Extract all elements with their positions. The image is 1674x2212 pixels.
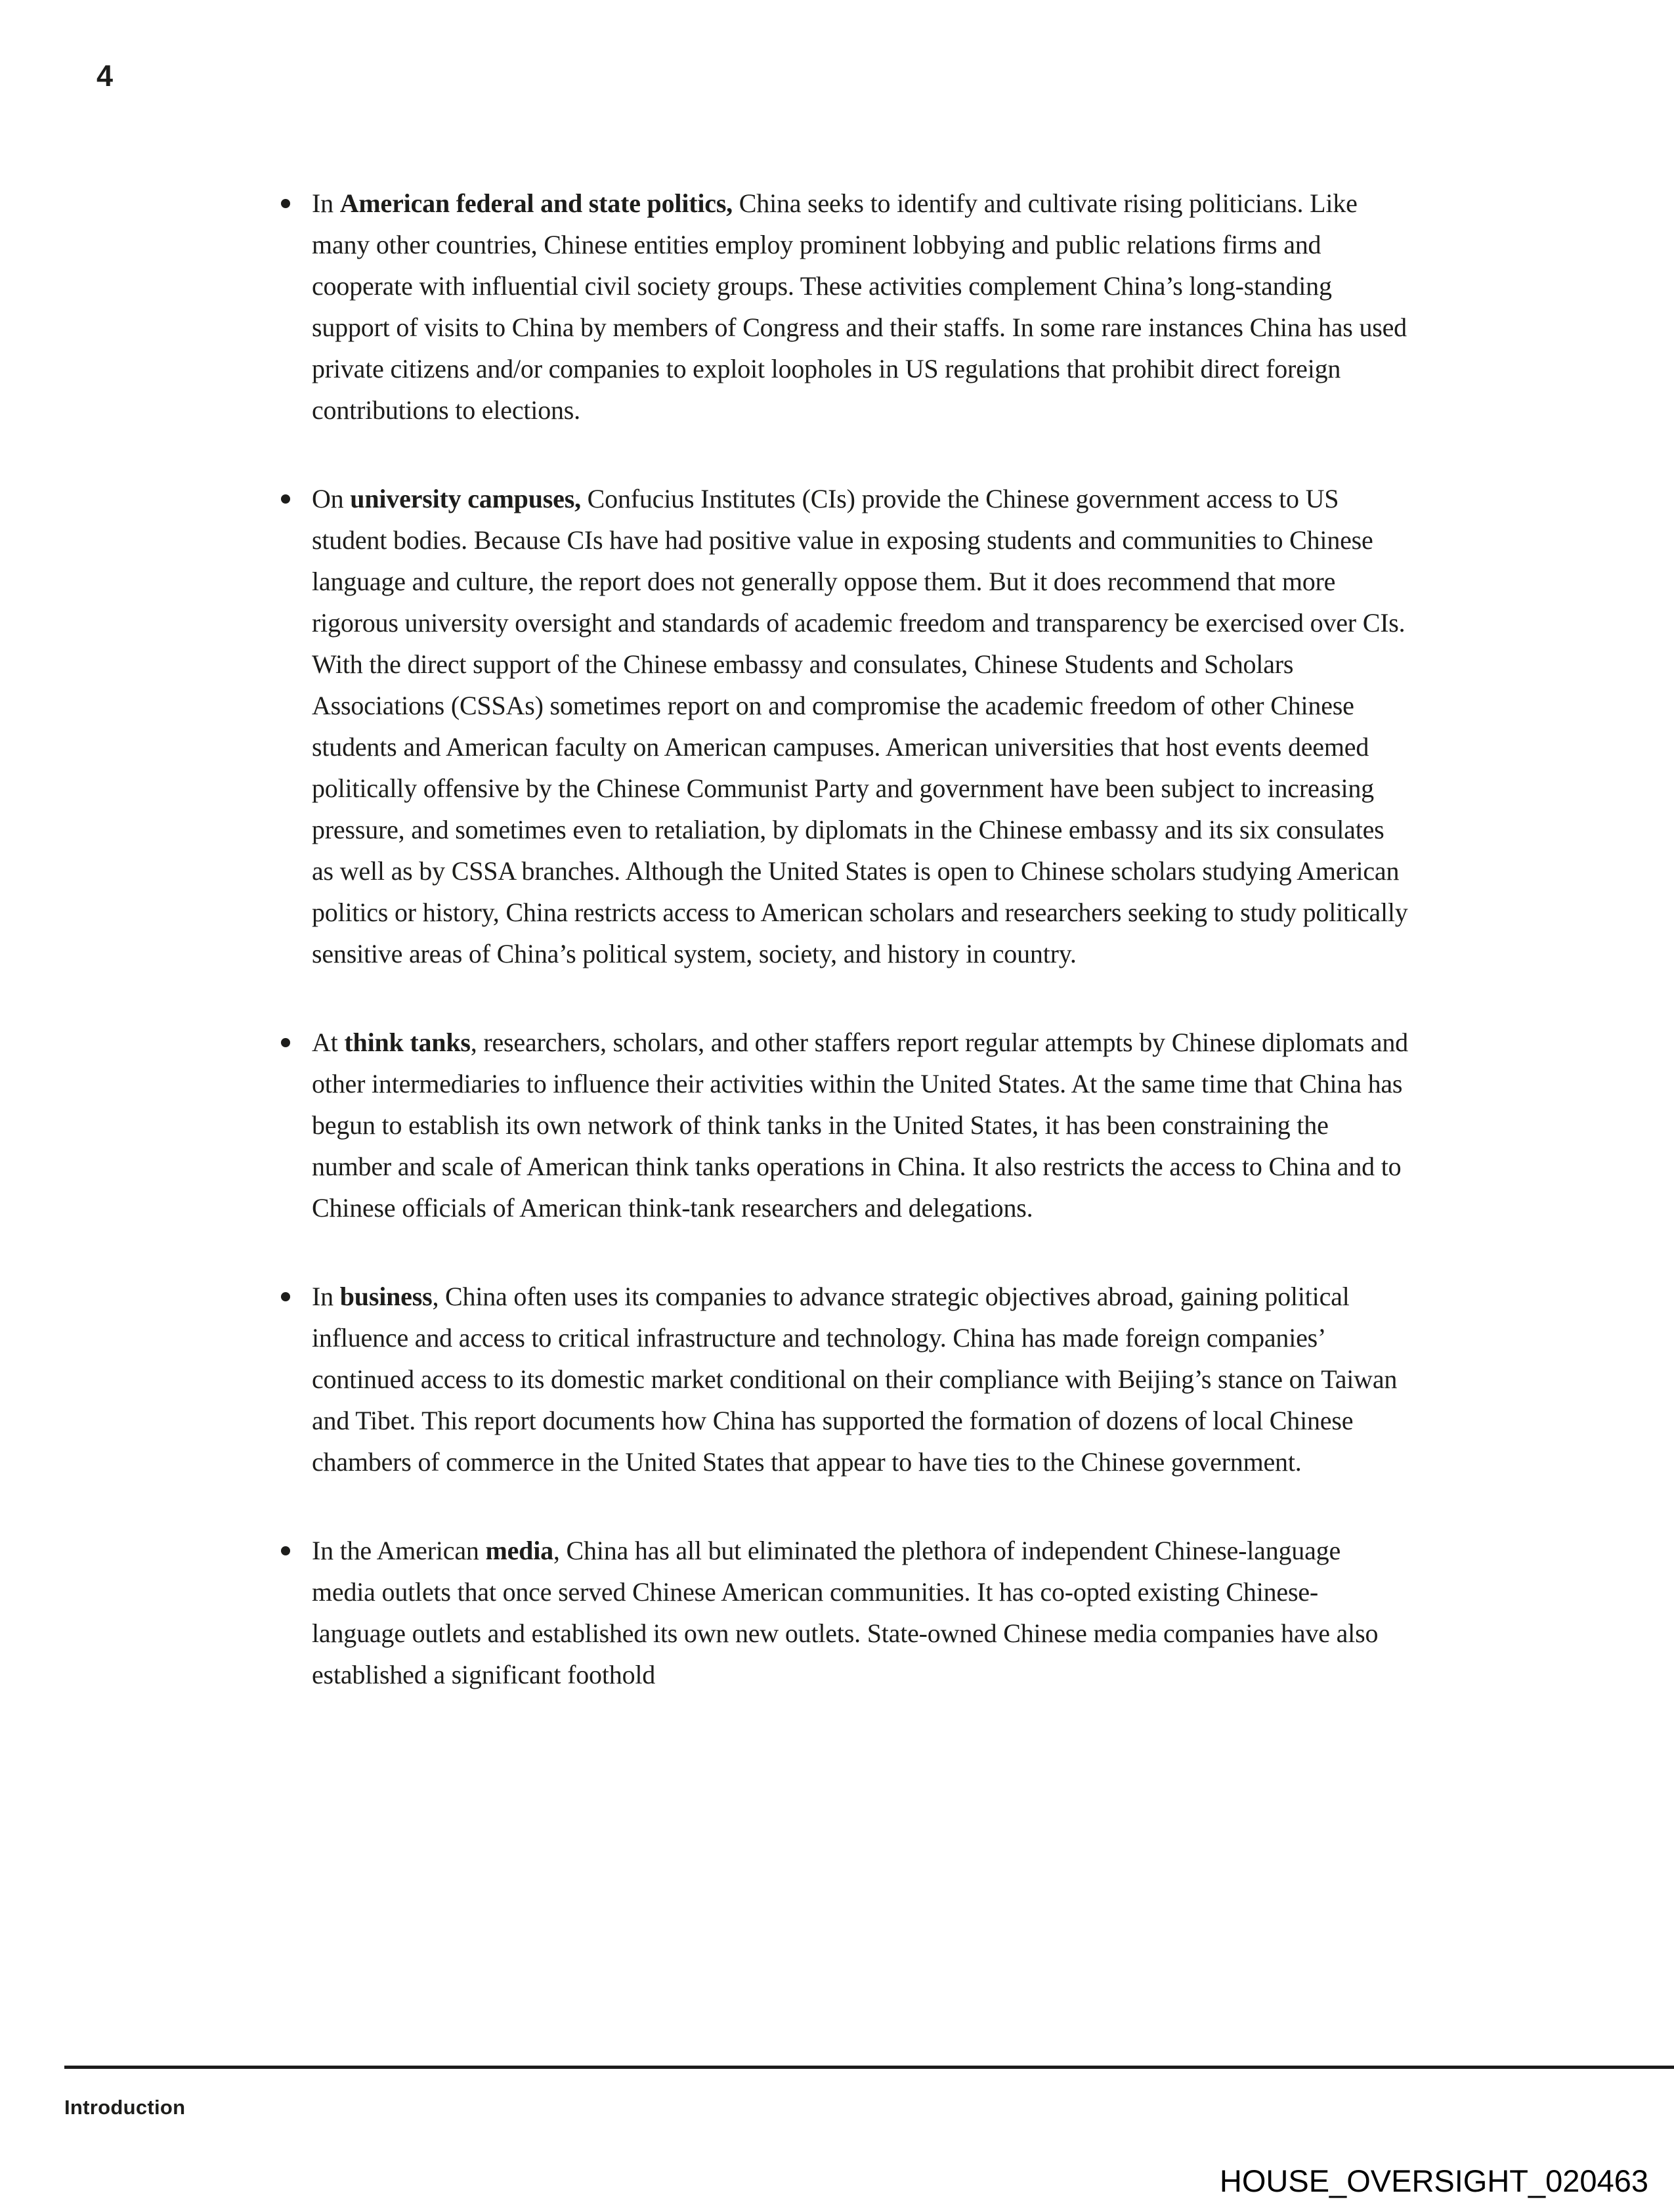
bullet-dot-icon: [281, 1546, 290, 1555]
bullet-bold-term: university campuses,: [350, 484, 581, 513]
bullet-bold-term: American federal and state politics,: [339, 188, 733, 218]
bullet-body-text: China seeks to identify and cultivate rising politicians. Like many other countries, Chinese entities employ prominent lobbying and public relations firms and cooperate with influential civil society groups. These activities complement China’s long-standing support of visits to China by members of Congress and their staffs. In some rare instances China has used private citizens and/or companies to exploit loopholes in US regulations that prohibit direct foreign contributions to elections.: [312, 188, 1407, 425]
bullet-body-text: , researchers, scholars, and other staffers report regular attempts by Chinese diplomats and other intermediaries to influence their activities within the United States. At the same time that China has begun to establish its own network of think tanks in the United States, it has been constraining the number and scale of American think tanks operations in China. It also restricts the access to China and to Chinese officials of American think-tank researchers and delegations.: [312, 1028, 1408, 1223]
bullet-dot-icon: [281, 494, 290, 504]
bullet-bold-term: think tanks: [344, 1028, 471, 1057]
bullet-item-university-campuses: [312, 478, 1409, 974]
bullet-prefix: In the American: [312, 1536, 486, 1565]
bullet-prefix: In: [312, 1282, 340, 1311]
bullet-item-business: [312, 1276, 1409, 1483]
footer-divider: [64, 2066, 1674, 2069]
bullet-prefix: In: [312, 188, 340, 218]
bates-number: HOUSE_OVERSIGHT_020463: [1219, 2163, 1648, 2198]
footer-section-label: Introduction: [64, 2096, 186, 2119]
bullet-dot-icon: [281, 199, 290, 208]
bullet-dot-icon: [281, 1292, 290, 1301]
bullet-bold-term: media: [485, 1536, 553, 1565]
bullet-bold-term: business: [339, 1282, 433, 1311]
bullet-body-text: , China has all but eliminated the plethora of independent Chinese-language media outlets that once served Chinese American communities. It has co-opted existing Chinese-language outlets and established its own new outlets. State-owned Chinese media companies have also established a significant foothold: [312, 1536, 1379, 1689]
bullet-body-text: , China often uses its companies to advance strategic objectives abroad, gaining political influence and access to critical infrastructure and technology. China has made foreign companies’ continued access to its domestic market conditional on their compliance with Beijing’s stance on Taiwan and Tibet. This report documents how China has supported the formation of dozens of local Chinese chambers of commerce in the United States that appear to have ties to the Chinese government.: [312, 1282, 1398, 1477]
bullet-prefix: On: [312, 484, 351, 513]
bullet-item-media: [312, 1530, 1409, 1695]
bullet-body-text: Confucius Institutes (CIs) provide the Chinese government access to US student bodies. Because CIs have had positive value in exposing students and communities to Chinese language and culture, the report does not generally oppose them. But it does recommend that more rigorous university oversight and standards of academic freedom and transparency be exercised over CIs. With the direct support of the Chinese embassy and consulates, Chinese Students and Scholars Associations (CSSAs) sometimes report on and compromise the academic freedom of other Chinese students and American faculty on American campuses. American universities that host events deemed politically offensive by the Chinese Communist Party and government have been subject to increasing pressure, and sometimes even to retaliation, by diplomats in the Chinese embassy and its six consulates as well as by CSSA branches. Although the United States is open to Chinese scholars studying American politics or history, China restricts access to American scholars and researchers seeking to study politically sensitive areas of China’s political system, society, and history in country.: [312, 484, 1408, 968]
bullet-item-think-tanks: [312, 1022, 1409, 1228]
bullet-list: [312, 183, 1409, 1695]
bullet-item-politics: [312, 183, 1409, 431]
bullet-dot-icon: [281, 1038, 290, 1047]
bullet-prefix: At: [312, 1028, 345, 1057]
page-number: 4: [97, 59, 114, 93]
